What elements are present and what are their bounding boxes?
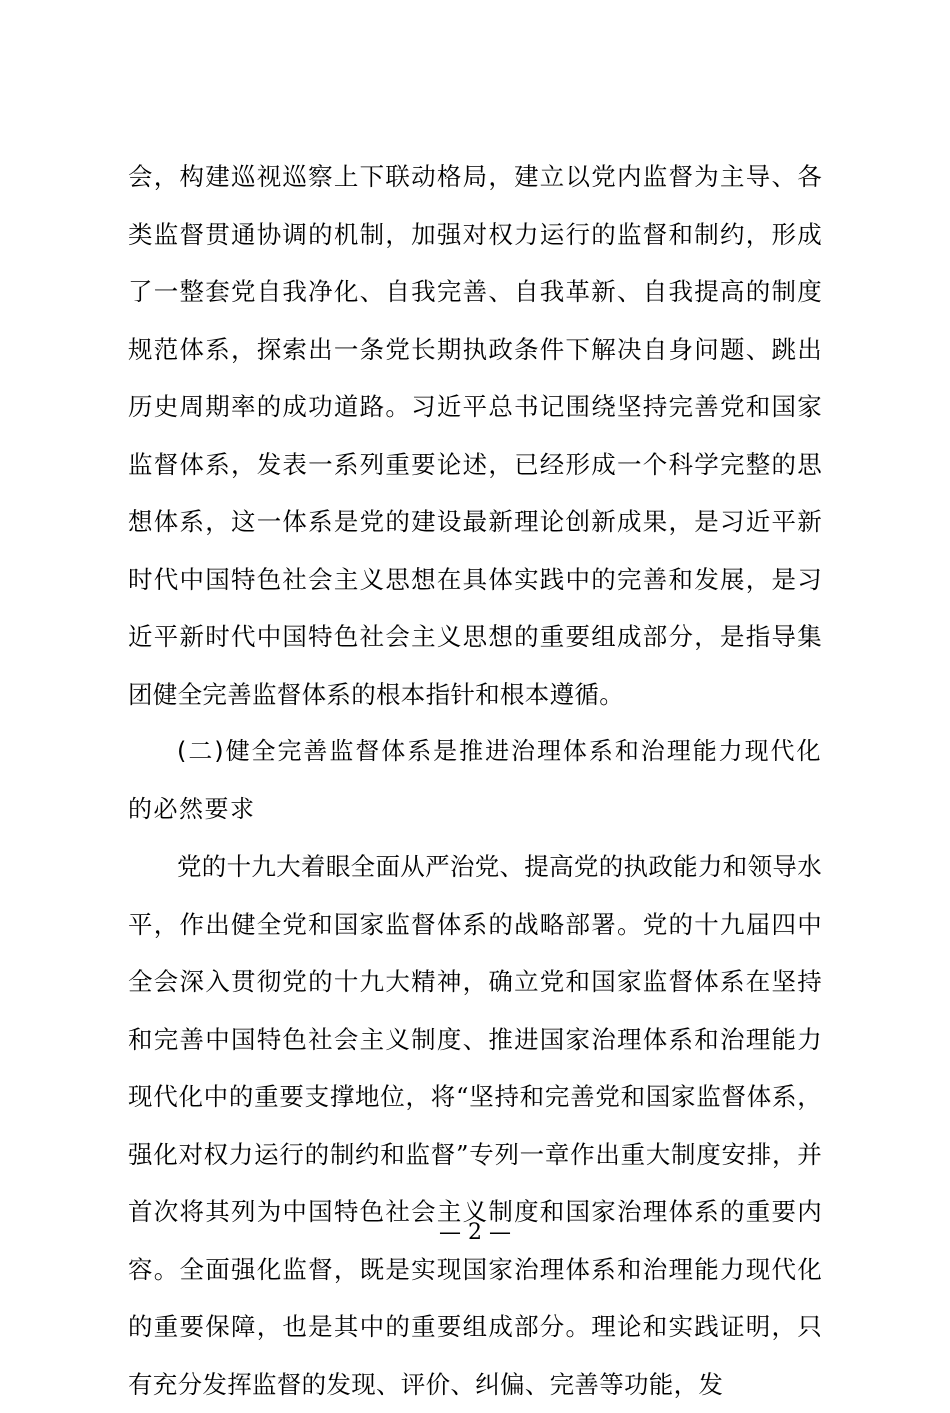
paragraph-continuation: 会，构建巡视巡察上下联动格局，建立以党内监督为主导、各类监督贯通协调的机制，加强对权力运行的监督和制约，形成了一整套党自我净化、自我完善、自我革新、自我提高的制度规范体系，探索出一条党长期执政条件下解决自身问题、跳出历史周期率的成功道路。习近平总书记围绕坚持完善党和国家监督体系，发表一系列重要论述，已经形成一个科学完整的思想体系，这一体系是党的建设最新理论创新成果，是习近平新时代中国特色社会主义思想在具体实践中的完善和发展，是习近平新时代中国特色社会主义思想的重要组成部分，是指导集团健全完善监督体系的根本指针和根本遵循。 [128, 162, 822, 709]
paragraph-body: 党的十九大着眼全面从严治党、提高党的执政能力和领导水平，作出健全党和国家监督体系的战略部署。党的十九届四中全会深入贯彻党的十九大精神，确立党和国家监督体系在坚持和完善中国特色社会主义制度、推进国家治理体系和治理能力现代化中的重要支撑地位，将“坚持和完善党和国家监督体系，强化对权力运行的制约和监督”专列一章作出重大制度安排，并首次将其列为中国特色社会主义制度和国家治理体系的重要内容。全面强化监督，既是实现国家治理体系和治理能力现代化的重要保障，也是其中的重要组成部分。理论和实践证明，只有充分发挥监督的发现、评价、纠偏、完善等功能，发 [128, 852, 823, 1399]
page-number: — 2 — [439, 1220, 511, 1245]
section-heading: (二)健全完善监督体系是推进治理体系和治理能力现代化的必然要求 [128, 737, 822, 823]
